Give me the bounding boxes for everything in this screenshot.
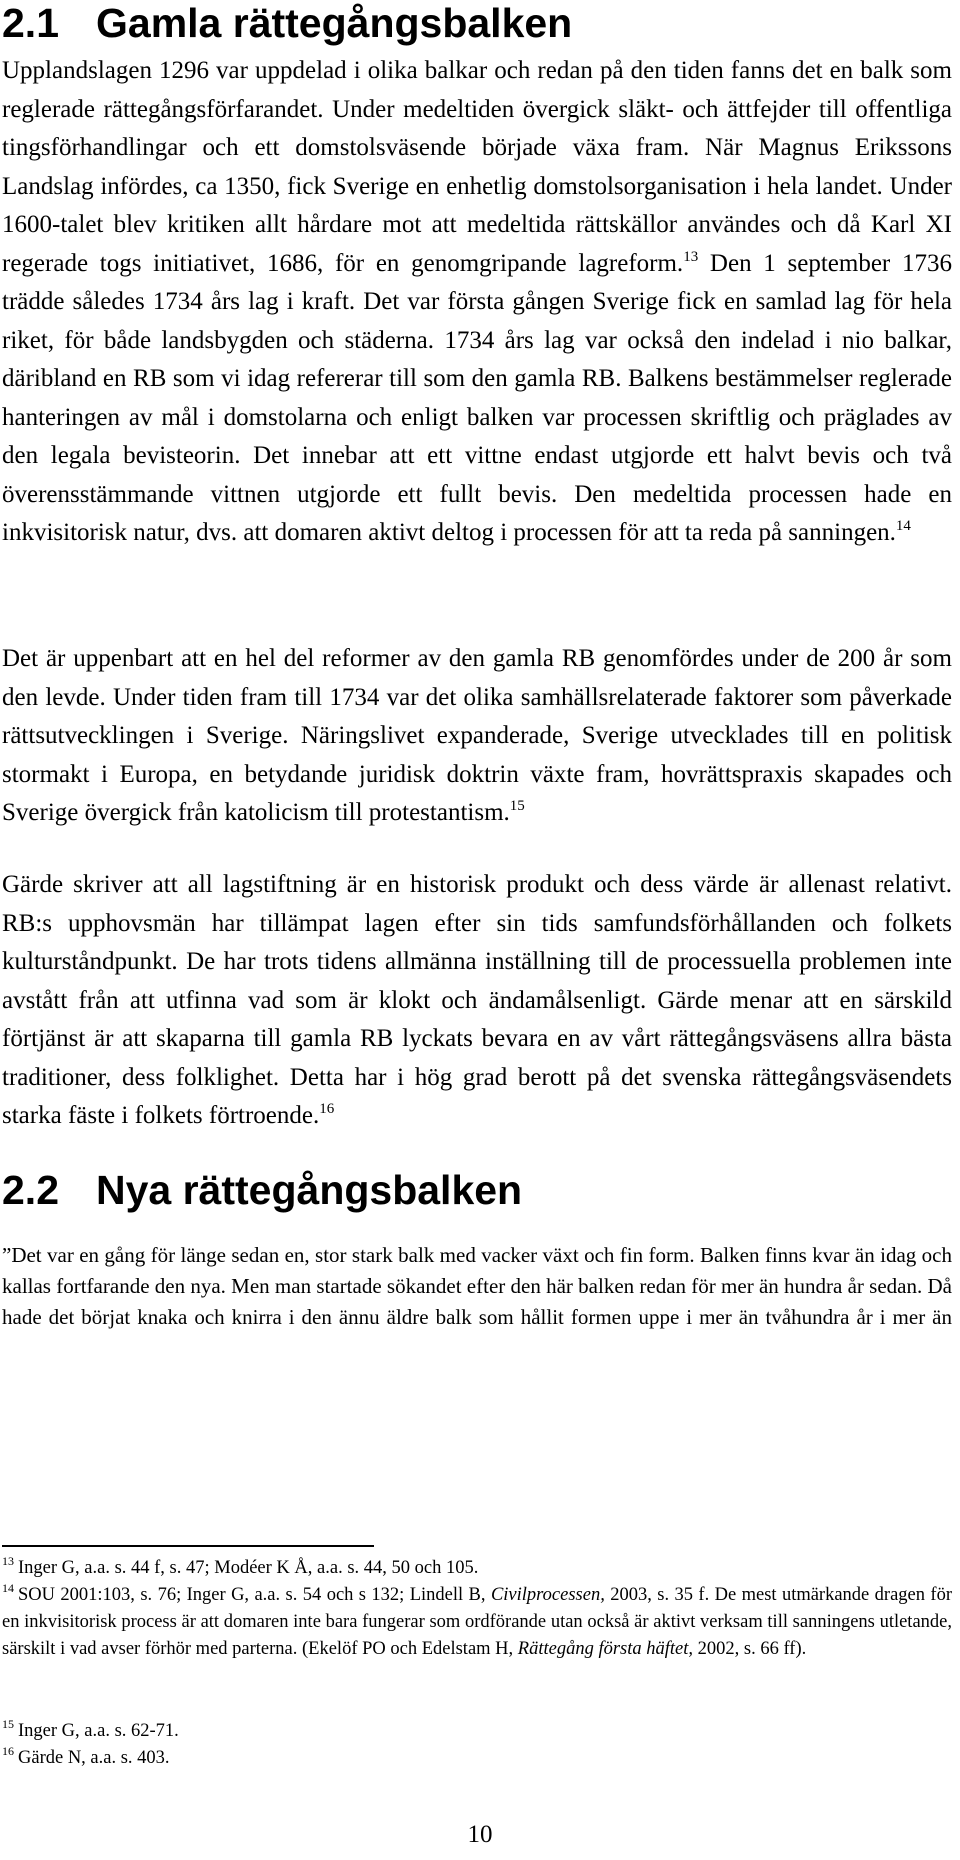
cited-title: Civilprocessen, (490, 1585, 605, 1605)
section-heading-2-2 (2, 1165, 522, 1215)
paragraph-text: Det är uppenbart att en hel del reformer av den gamla RB genomfördes under de 200 år som den levde. Under tiden fram till 1734 var det olika samhällsrelaterade faktorer som påverkade rättsutvecklingen i Sverige. Näringslivet expanderade, Sverige utvecklades till en politisk stormakt i Europa, en betydande juridisk doktrin växte fram, hovrättspraxis skapades och Sverige övergick från katolicism till protestantism. (2, 645, 952, 826)
footnote-text: Inger G, a.a. s. 44 f, s. 47; Modéer K Å, a.a. s. 44, 50 och 105. (18, 1558, 479, 1578)
footnote-text: Gärde N, a.a. s. 403. (18, 1748, 170, 1768)
section-number: 2.1 (2, 0, 59, 46)
footnote-15 (2, 1718, 952, 1745)
footnote-text: Inger G, a.a. s. 62-71. (18, 1721, 179, 1741)
footnote-14 (2, 1582, 952, 1664)
footnote-separator (2, 1545, 374, 1547)
cited-title: Rättegång första häftet, (517, 1639, 694, 1660)
footnote-ref-14[interactable]: 14 (895, 518, 911, 534)
footnote-text: SOU 2001:103, s. 76; Inger G, a.a. s. 54 och s 132; Lindell B, (18, 1585, 491, 1605)
paragraph-text: Den 1 september 1736 trädde således 1734 års lag i kraft. Det var första gången Sverige fick en samlad lag för hela riket, för både landsbygden och städerna. 1734 års lag var också den indelad i nio balkar, däribland en RB som vi idag refererar till som den gamla RB. Balkens bestämmelser reglerade hanteringen av mål i domstolarna och enligt balken var processen skriftlig och präglades av den legala bevisteorin. Det innebar att ett vittne endast utgjorde ett halvt bevis och två överensstämmande vittnen utgjorde ett fullt bevis. Den medeltida processen hade en inkvisitorisk natur, dvs. att domaren aktivt deltog i processen för att ta reda på sanningen. (2, 249, 952, 546)
paragraph-text: Upplandslagen 1296 var uppdelad i olika balkar och redan på den tiden fanns det en balk som reglerade rättegångsförfarandet. Under medeltiden övergick släkt- och ättfejder till offentliga tingsförhandlingar och ett domstolsväsende började växa fram. När Magnus Erikssons Landslag infördes, ca 1350, fick Sverige en enhetlig domstolsorganisation i hela landet. Under 1600-talet blev kritiken allt hårdare mot att medeltida rättskällor användes och då Karl XI regerade togs initiativet, 1686, för en genomgripande lagreform. (2, 57, 952, 277)
page-number: 10 (467, 1821, 493, 1848)
footnote-number: 15 (2, 1717, 14, 1731)
footnote-ref-16[interactable]: 16 (319, 1101, 335, 1117)
paragraph-text: Gärde skriver att all lagstiftning är en historisk produkt och dess värde är allenast relativt. RB:s upphovsmän har tillämpat lagen efter sin tids samfundsförhållanden och folkets kulturståndpunkt. De har trots tidens allmänna inställning till de processuella problemen inte avstått från att utfinna vad som är klokt och ändamålsenligt. Gärde menar att en särskild förtjänst är att skaparna till gamla RB lyckats bevara en av vårt rättegångsväsens allra bästa traditioner, dess folklighet. Detta har i hög grad berott på det svenska rättegångsväsendets starka fäste i folkets förtroende. (2, 871, 952, 1129)
section-title: Gamla rättegångsbalken (96, 0, 573, 46)
section-number: 2.2 (2, 1167, 59, 1213)
paragraph-1 (2, 52, 952, 553)
section-title: Nya rättegångsbalken (96, 1167, 523, 1213)
footnote-16 (2, 1745, 952, 1772)
footnote-text: 2002, s. 66 ff). (693, 1639, 807, 1660)
footnote-number: 14 (2, 1581, 14, 1595)
footnote-text: 2003, s. 35 f. De mest utmärkande dragen för en inkvisitorisk process är att domaren inte bara fungerar som ordförande utan också är aktivt verksam till sanningens utletande, särskilt i vad avser förhör med parterna. (Ekelöf PO och Edelstam H, (2, 1585, 952, 1660)
footnote-number: 16 (2, 1744, 14, 1758)
footnote-number: 13 (2, 1554, 14, 1568)
footnote-ref-15[interactable]: 15 (509, 798, 525, 814)
paragraph-3 (2, 866, 952, 1136)
block-quote: ”Det var en gång för länge sedan en, stor stark balk med vacker växt och fin form. Balken finns kvar än idag och kallas fortfarande den nya. Men man startade sökandet efter den här balken redan för mer än hundra år sedan. Då hade det börjat knaka och knirra i den ännu äldre balk som hållit formen uppe i mer än tvåhundra år i mer än (2, 1243, 952, 1329)
footnote-ref-13[interactable]: 13 (683, 248, 699, 265)
footnote-13 (2, 1555, 952, 1582)
section-heading-2-1 (2, 0, 572, 48)
paragraph-2 (2, 640, 952, 833)
